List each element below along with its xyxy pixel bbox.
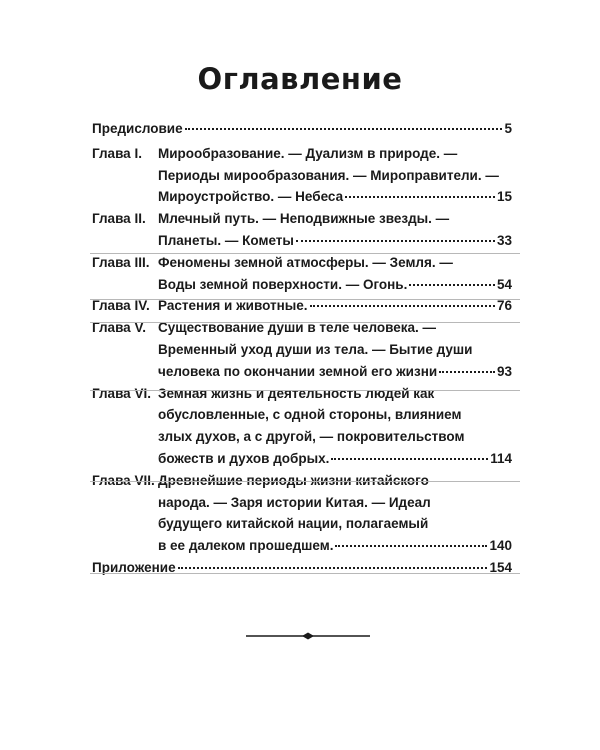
table-of-contents xyxy=(92,118,512,579)
ornament-divider-icon xyxy=(246,631,370,641)
entry-title-line: Древнейшие периоды жизни китайского xyxy=(158,472,429,488)
page-number: 54 xyxy=(496,276,512,292)
chapter-number: Глава V. xyxy=(92,320,146,336)
separator-line xyxy=(90,390,520,391)
chapter-number: Глава III. xyxy=(92,254,150,270)
chapter-number: Глава VI. xyxy=(92,385,151,401)
dot-leader xyxy=(409,284,495,286)
dot-leader xyxy=(310,305,495,307)
dot-leader xyxy=(185,128,503,130)
page-number: 15 xyxy=(496,189,512,205)
entry-title-line: Предисловие xyxy=(92,121,183,136)
toc-entry[interactable] xyxy=(92,317,512,382)
separator-line xyxy=(90,573,520,574)
toc-entry[interactable] xyxy=(92,118,512,140)
dot-leader xyxy=(296,240,495,242)
entry-title-line: Мирообразование. — Дуализм в природе. — xyxy=(158,145,458,161)
entry-title-line: Млечный путь. — Неподвижные звезды. — xyxy=(158,211,450,227)
entry-title-line: Планеты. — Кометы xyxy=(158,232,294,248)
page-number: 140 xyxy=(489,538,512,554)
chapter-number: Глава IV. xyxy=(92,298,150,314)
page-title: Оглавление xyxy=(197,62,403,96)
entry-title-line: Мироустройство. — Небеса xyxy=(158,189,344,205)
separator-line xyxy=(90,253,520,254)
entry-title-line: человека по окончании земной его жизни xyxy=(158,363,438,379)
entry-title-line: божеств и духов добрых. xyxy=(158,450,330,466)
entry-title-line: Существование души в теле человека. — xyxy=(158,320,437,336)
chapter-number: Глава VII. xyxy=(92,472,155,488)
page-number: 5 xyxy=(504,121,512,136)
entry-title-line: обусловленные, с одной стороны, влиянием xyxy=(158,407,462,423)
dot-leader xyxy=(178,567,488,569)
entry-title-line: Феномены земной атмосферы. — Земля. — xyxy=(158,254,453,270)
page-number: 33 xyxy=(496,232,512,248)
toc-entry[interactable] xyxy=(92,470,512,557)
page-number: 76 xyxy=(496,298,512,314)
entry-title-line: Земная жизнь и деятельность людей как xyxy=(158,385,435,401)
toc-entry[interactable] xyxy=(92,557,512,579)
entry-title-line: народа. — Заря истории Китая. — Идеал xyxy=(158,494,431,510)
entry-title-line: будущего китайской нации, полагаемый xyxy=(158,516,429,532)
page-number: 114 xyxy=(490,450,512,466)
dot-leader xyxy=(439,371,495,373)
toc-entry[interactable] xyxy=(92,143,512,208)
chapter-number: Глава II. xyxy=(92,211,146,227)
entry-title-line: злых духов, а с другой, — покровительством xyxy=(158,429,465,445)
toc-entry[interactable] xyxy=(92,383,512,470)
entry-title-line: Воды земной поверхности. — Огонь. xyxy=(158,276,408,292)
dot-leader xyxy=(335,545,487,547)
toc-entry[interactable] xyxy=(92,252,512,296)
separator-line xyxy=(90,322,520,323)
toc-entry[interactable] xyxy=(92,208,512,252)
separator-line xyxy=(90,299,520,300)
separator-line xyxy=(90,481,520,482)
dot-leader xyxy=(331,458,488,460)
entry-title-line: в ее далеком прошедшем. xyxy=(158,538,334,554)
entry-title-line: Приложение xyxy=(92,559,176,575)
entry-title-line: Временный уход души из тела. — Бытие души xyxy=(158,341,473,357)
page-number: 154 xyxy=(489,559,512,575)
page-number: 93 xyxy=(496,363,512,379)
dot-leader xyxy=(345,196,495,198)
entry-title-line: Растения и животные. xyxy=(158,298,308,314)
chapter-number: Глава I. xyxy=(92,145,142,161)
entry-title-line: Периоды мирообразования. — Мироправители. — xyxy=(158,167,499,183)
